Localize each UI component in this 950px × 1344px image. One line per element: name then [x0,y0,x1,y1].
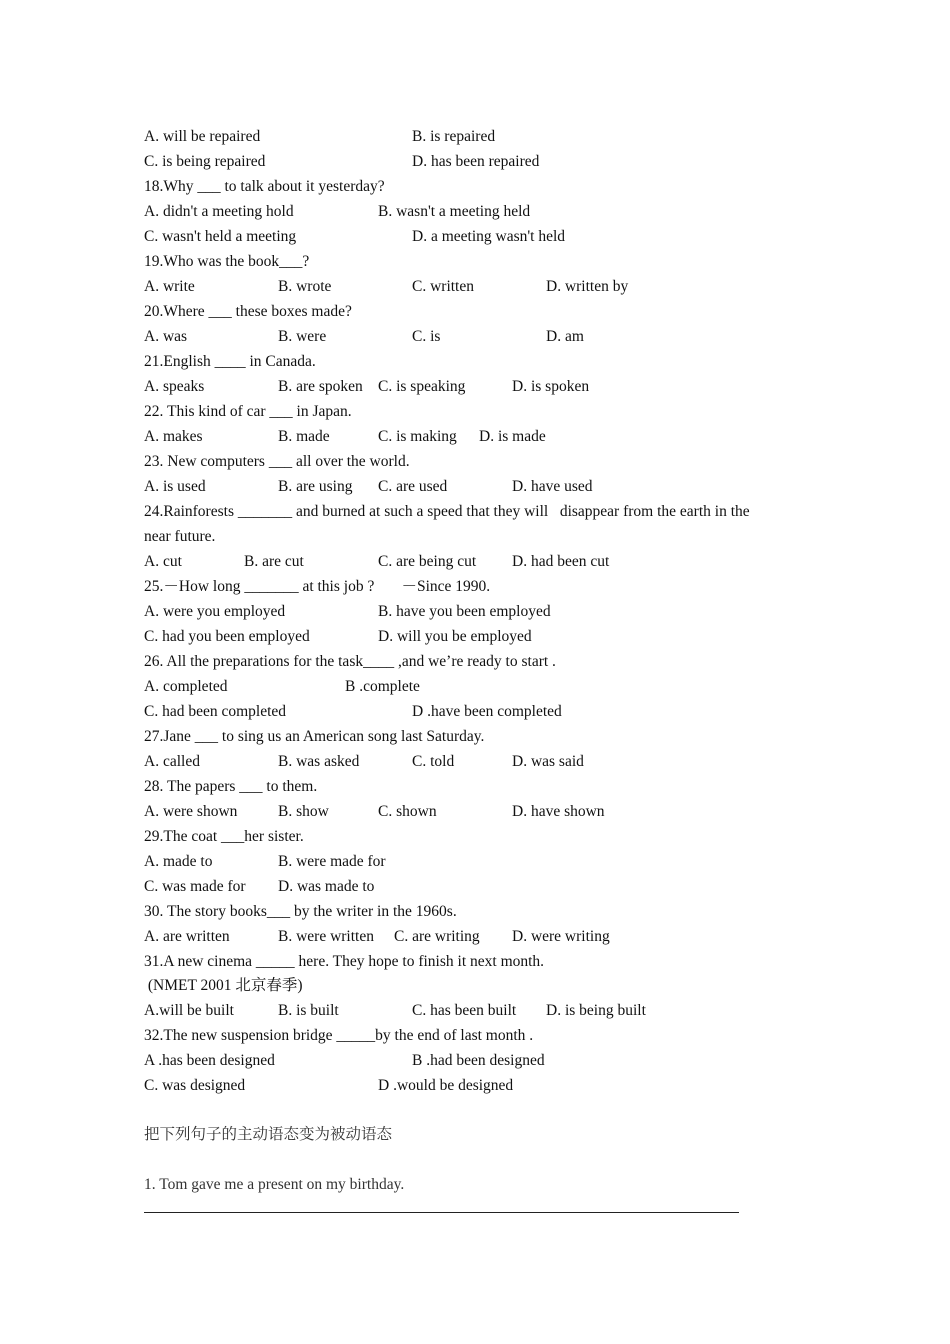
q18-option-d: D. a meeting wasn't held [412,228,566,245]
q20-option-d: D. am [546,328,584,345]
q19-stem: 19.Who was the book___? [144,253,310,270]
q17-option-c: C. is being repaired [144,153,266,170]
q28-option-d: D. have shown [512,803,605,820]
q27-option-b: B. was asked [278,753,360,770]
q27-option-d: D. was said [512,753,584,770]
q18-option-a: A. didn't a meeting hold [144,203,294,220]
q29-option-c: C. was made for [144,878,246,895]
q19-option-a: A. write [144,278,195,295]
q18-option-b: B. wasn't a meeting held [378,203,531,220]
q22-option-b: B. made [278,428,330,445]
q31-option-d: D. is being built [546,1002,646,1019]
q30-option-a: A. are written [144,928,230,945]
q30-option-c: C. are writing [394,928,480,945]
q25-option-a: A. were you employed [144,603,286,620]
q20-option-a: A. was [144,328,188,345]
q22-option-c: C. is making [378,428,457,445]
q19-option-d: D. written by [546,278,629,295]
q27-stem: 27.Jane ___ to sing us an American song last Saturday. [144,728,485,745]
section-instruction: 把下列句子的主动语态变为被动语态 [144,1126,393,1143]
q25-option-c: C. had you been employed [144,628,310,645]
q17-option-a: A. will be repaired [144,128,261,145]
q22-option-a: A. makes [144,428,203,445]
q22-stem: 22. This kind of car ___ in Japan. [144,403,352,420]
q31-option-c: C. has been built [412,1002,517,1019]
q21-option-c: C. is speaking [378,378,466,395]
exercise-item-1: 1. Tom gave me a present on my birthday. [144,1176,405,1193]
q28-option-a: A. were shown [144,803,238,820]
q30-option-d: D. were writing [512,928,610,945]
q23-option-b: B. are using [278,478,353,495]
q28-stem: 28. The papers ___ to them. [144,778,318,795]
q24-option-c: C. are being cut [378,553,477,570]
q30-option-b: B. were written [278,928,374,945]
q24-option-a: A. cut [144,553,182,570]
answer-line [144,1212,739,1213]
q19-option-c: C. written [412,278,474,295]
q32-option-b: B .had been designed [412,1052,545,1069]
q31-option-b: B. is built [278,1002,339,1019]
q28-option-b: B. show [278,803,329,820]
q26-stem: 26. All the preparations for the task____ ,and we’re ready to start . [144,653,556,670]
q32-option-a: A .has been designed [144,1052,275,1069]
q26-option-d: D .have been completed [412,703,562,720]
q27-option-a: A. called [144,753,200,770]
q32-stem: 32.The new suspension bridge _____by the end of last month . [144,1027,534,1044]
q20-stem: 20.Where ___ these boxes made? [144,303,352,320]
q26-option-b: B .complete [345,678,420,695]
q23-option-d: D. have used [512,478,593,495]
q29-option-d: D. was made to [278,878,375,895]
q25-option-b: B. have you been employed [378,603,551,620]
q29-stem: 29.The coat ___her sister. [144,828,304,845]
q21-option-a: A. speaks [144,378,205,395]
q18-option-c: C. wasn't held a meeting [144,228,297,245]
q22-option-d: D. is made [479,428,546,445]
q21-stem: 21.English ____ in Canada. [144,353,316,370]
q27-option-c: C. told [412,753,455,770]
q24-option-b: B. are cut [244,553,304,570]
q31-option-a: A.will be built [144,1002,234,1019]
q26-option-c: C. had been completed [144,703,287,720]
q31-stem: 31.A new cinema _____ here. They hope to finish it next month. [144,953,545,970]
q24-option-d: D. had been cut [512,553,610,570]
q23-option-c: C. are used [378,478,448,495]
q32-option-c: C. was designed [144,1077,246,1094]
q25-option-d: D. will you be employed [378,628,532,645]
q19-option-b: B. wrote [278,278,332,295]
q23-option-a: A. is used [144,478,206,495]
q31-source: (NMET 2001 北京春季) [144,977,303,994]
q28-option-c: C. shown [378,803,437,820]
q23-stem: 23. New computers ___ all over the world. [144,453,410,470]
q17-option-b: B. is repaired [412,128,496,145]
q24-stem-line1: 24.Rainforests _______ and burned at such a speed that they will disappear from the earth in the [144,503,750,520]
q29-option-b: B. were made for [278,853,386,870]
q25-stem: 25.－How long _______ at this job ? －Since 1990. [144,578,491,595]
q21-option-d: D. is spoken [512,378,590,395]
q20-option-c: C. is [412,328,441,345]
q32-option-d: D .would be designed [378,1077,514,1094]
q30-stem: 30. The story books___ by the writer in the 1960s. [144,903,457,920]
q17-option-d: D. has been repaired [412,153,540,170]
q26-option-a: A. completed [144,678,228,695]
q20-option-b: B. were [278,328,327,345]
q29-option-a: A. made to [144,853,213,870]
q18-stem: 18.Why ___ to talk about it yesterday? [144,178,385,195]
q21-option-b: B. are spoken [278,378,363,395]
q24-stem-line2: near future. [144,528,216,545]
